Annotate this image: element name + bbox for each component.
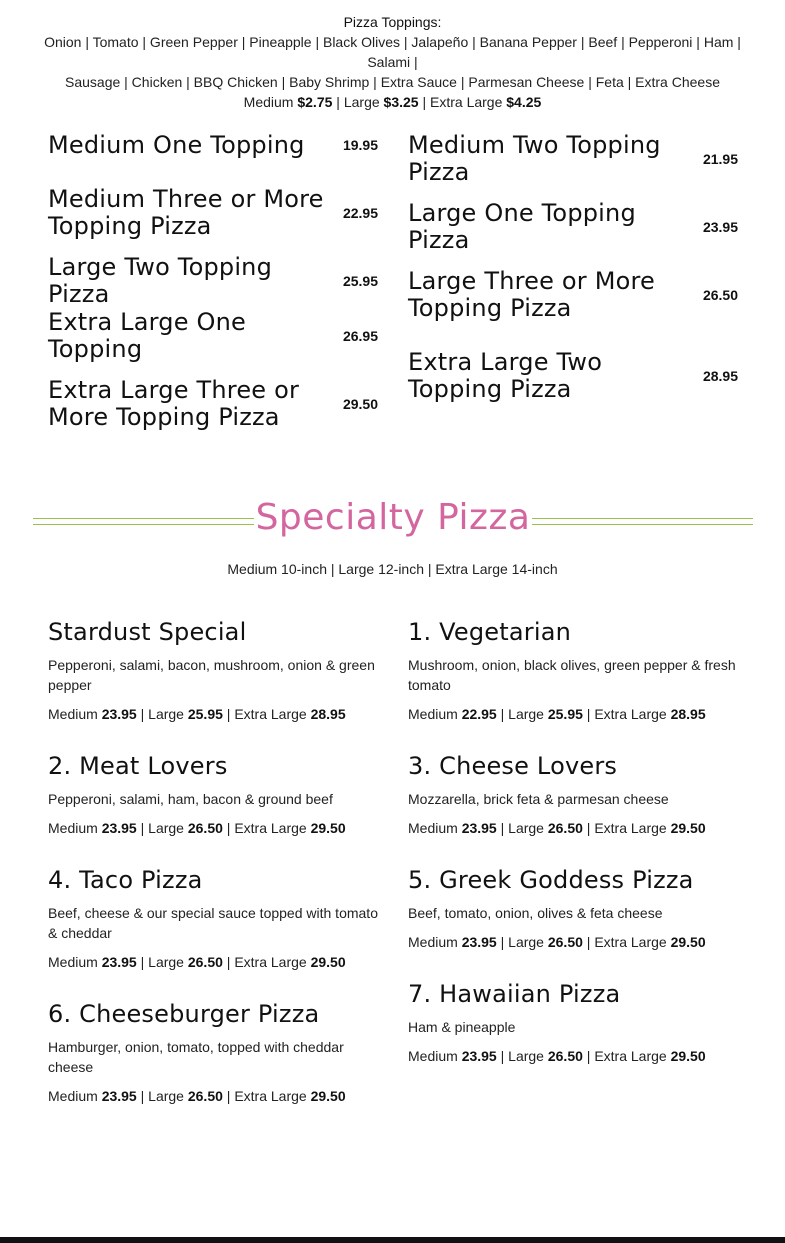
pizza-name: Large One Topping Pizza <box>408 199 636 254</box>
pizza-item <box>48 253 378 308</box>
pizza-price: 22.95 <box>342 205 378 221</box>
price-xl: 29.50 <box>670 934 706 950</box>
size-label: Extra Large <box>234 1088 307 1104</box>
bottom-bar <box>0 1237 785 1243</box>
size-label: Large <box>148 820 184 836</box>
topping-price-xl: $4.25 <box>506 94 542 110</box>
specialty-prices <box>408 818 738 838</box>
specialty-name: 7. Hawaiian Pizza <box>408 980 621 1008</box>
price-large: 26.50 <box>187 954 223 970</box>
specialty-description: Beef, cheese & our special sauce topped with tomato & cheddar <box>48 905 378 941</box>
specialty-list-left <box>48 618 378 1134</box>
price-large: 26.50 <box>547 820 583 836</box>
specialty-item <box>408 618 738 724</box>
size-label: Medium <box>408 820 458 836</box>
toppings-section <box>30 12 755 112</box>
specialty-prices <box>48 1086 378 1106</box>
size-label: Large <box>148 954 184 970</box>
price-xl: 29.50 <box>670 1048 706 1064</box>
toppings-prices <box>30 92 755 112</box>
price-large: 25.95 <box>187 706 223 722</box>
pizza-item <box>48 130 378 160</box>
specialty-header <box>33 497 753 541</box>
pizza-item <box>408 348 738 404</box>
specialty-name: 6. Cheeseburger Pizza <box>48 1000 320 1028</box>
pizza-item <box>408 199 738 254</box>
specialty-name: 4. Taco Pizza <box>48 866 203 894</box>
specialty-prices <box>408 932 738 952</box>
size-label: Extra Large <box>594 820 667 836</box>
size-label: Extra Large <box>234 954 307 970</box>
size-label: Large <box>508 1048 544 1064</box>
price-xl: 28.95 <box>310 706 346 722</box>
pizza-item <box>48 376 378 432</box>
pizza-item <box>48 308 378 363</box>
specialty-prices <box>48 818 378 838</box>
specialty-item <box>48 752 378 838</box>
specialty-description: Pepperoni, salami, ham, bacon & ground beef <box>48 791 333 807</box>
price-large: 25.95 <box>547 706 583 722</box>
price-medium: 23.95 <box>461 934 497 950</box>
specialty-prices <box>48 704 378 724</box>
size-label: Medium <box>408 1048 458 1064</box>
price-medium: 23.95 <box>101 820 137 836</box>
size-label: Large <box>508 934 544 950</box>
specialty-description: Beef, tomato, onion, olives & feta cheese <box>408 905 663 921</box>
specialty-sizes: Medium 10-inch | Large 12-inch | Extra Large 14-inch <box>227 561 558 577</box>
topping-price-xl-label: Extra Large <box>430 94 503 110</box>
topping-price-medium: $2.75 <box>297 94 333 110</box>
pizza-name: Medium Three or More Topping Pizza <box>48 185 324 240</box>
separator: | <box>496 820 509 836</box>
toppings-list-line-1: Onion | Tomato | Green Pepper | Pineapple | Black Olives | Jalapeño | Banana Pepper | Beef | Pepperoni | Ham | Salami | <box>44 34 741 70</box>
pizza-price: 21.95 <box>702 151 738 167</box>
specialty-description: Mozzarella, brick feta & parmesan cheese <box>408 791 669 807</box>
size-label: Extra Large <box>594 706 667 722</box>
specialty-item <box>48 866 378 972</box>
pizza-name: Extra Large Two Topping Pizza <box>408 348 603 403</box>
specialty-name: 5. Greek Goddess Pizza <box>408 866 694 894</box>
specialty-prices <box>408 704 738 724</box>
separator: | <box>418 94 430 110</box>
price-xl: 29.50 <box>310 820 346 836</box>
separator: | <box>496 706 509 722</box>
specialty-list-right <box>408 618 738 1094</box>
separator: | <box>222 1088 235 1104</box>
specialty-prices <box>408 1046 738 1066</box>
topping-price-large: $3.25 <box>383 94 419 110</box>
pizza-name: Medium Two Topping Pizza <box>408 131 661 186</box>
separator: | <box>496 1048 509 1064</box>
pizza-name: Medium One Topping <box>48 130 305 159</box>
price-medium: 23.95 <box>101 1088 137 1104</box>
price-xl: 29.50 <box>670 820 706 836</box>
separator: | <box>496 934 509 950</box>
toppings-list-line-2: Sausage | Chicken | BBQ Chicken | Baby Shrimp | Extra Sauce | Parmesan Cheese | Feta | Extra Cheese <box>65 74 720 90</box>
pizza-price: 29.50 <box>342 396 378 412</box>
divider-line-right <box>532 518 753 525</box>
price-medium: 22.95 <box>461 706 497 722</box>
toppings-title: Pizza Toppings: <box>343 14 442 30</box>
price-large: 26.50 <box>547 934 583 950</box>
pizza-price: 19.95 <box>342 137 378 153</box>
size-label: Medium <box>48 706 98 722</box>
price-large: 26.50 <box>547 1048 583 1064</box>
specialty-name: 1. Vegetarian <box>408 618 572 646</box>
pizza-name: Extra Large Three or More Topping Pizza <box>48 376 300 431</box>
price-medium: 23.95 <box>101 706 137 722</box>
specialty-name: 2. Meat Lovers <box>48 752 228 780</box>
specialty-description: Hamburger, onion, tomato, topped with cheddar cheese <box>48 1039 344 1075</box>
specialty-item <box>408 752 738 838</box>
separator: | <box>582 820 595 836</box>
size-label: Extra Large <box>234 820 307 836</box>
specialty-item <box>408 866 738 952</box>
separator: | <box>582 1048 595 1064</box>
pizza-price: 26.95 <box>342 328 378 344</box>
pizza-item <box>48 185 378 241</box>
specialty-item <box>48 1000 378 1106</box>
specialty-description: Ham & pineapple <box>408 1019 516 1035</box>
pizza-list-right <box>408 131 738 429</box>
separator: | <box>136 1088 149 1104</box>
size-label: Large <box>508 706 544 722</box>
divider-line-left <box>33 518 254 525</box>
price-xl: 29.50 <box>310 1088 346 1104</box>
pizza-item <box>408 131 738 187</box>
pizza-name: Extra Large One Topping <box>48 308 246 363</box>
price-medium: 23.95 <box>461 1048 497 1064</box>
specialty-prices <box>48 952 378 972</box>
separator: | <box>222 954 235 970</box>
pizza-name: Large Three or More Topping Pizza <box>408 267 655 322</box>
size-label: Medium <box>48 820 98 836</box>
separator: | <box>136 820 149 836</box>
specialty-description: Pepperoni, salami, bacon, mushroom, onion & green pepper <box>48 657 375 693</box>
size-label: Large <box>148 706 184 722</box>
specialty-item <box>48 618 378 724</box>
topping-price-large-label: Large <box>343 94 380 110</box>
specialty-name: Stardust Special <box>48 618 247 646</box>
pizza-list-left <box>48 130 378 457</box>
separator: | <box>582 706 595 722</box>
separator: | <box>222 820 235 836</box>
price-large: 26.50 <box>187 1088 223 1104</box>
price-xl: 29.50 <box>310 954 346 970</box>
pizza-price: 23.95 <box>702 219 738 235</box>
price-medium: 23.95 <box>101 954 137 970</box>
separator: | <box>582 934 595 950</box>
size-label: Extra Large <box>234 706 307 722</box>
specialty-name: 3. Cheese Lovers <box>408 752 618 780</box>
price-large: 26.50 <box>187 820 223 836</box>
specialty-item <box>408 980 738 1066</box>
separator: | <box>332 94 344 110</box>
size-label: Large <box>508 820 544 836</box>
pizza-price: 26.50 <box>702 287 738 303</box>
pizza-name: Large Two Topping Pizza <box>48 253 273 308</box>
topping-price-medium-label: Medium <box>243 94 294 110</box>
price-xl: 28.95 <box>670 706 706 722</box>
size-label: Extra Large <box>594 934 667 950</box>
specialty-description: Mushroom, onion, black olives, green pepper & fresh tomato <box>408 657 736 693</box>
separator: | <box>222 706 235 722</box>
size-label: Medium <box>48 954 98 970</box>
price-medium: 23.95 <box>461 820 497 836</box>
size-label: Medium <box>408 706 458 722</box>
pizza-price: 25.95 <box>342 273 378 289</box>
size-label: Medium <box>408 934 458 950</box>
pizza-item <box>408 267 738 323</box>
size-label: Medium <box>48 1088 98 1104</box>
separator: | <box>136 706 149 722</box>
pizza-price: 28.95 <box>702 368 738 384</box>
section-title: Specialty Pizza <box>255 497 531 538</box>
size-label: Large <box>148 1088 184 1104</box>
separator: | <box>136 954 149 970</box>
size-label: Extra Large <box>594 1048 667 1064</box>
